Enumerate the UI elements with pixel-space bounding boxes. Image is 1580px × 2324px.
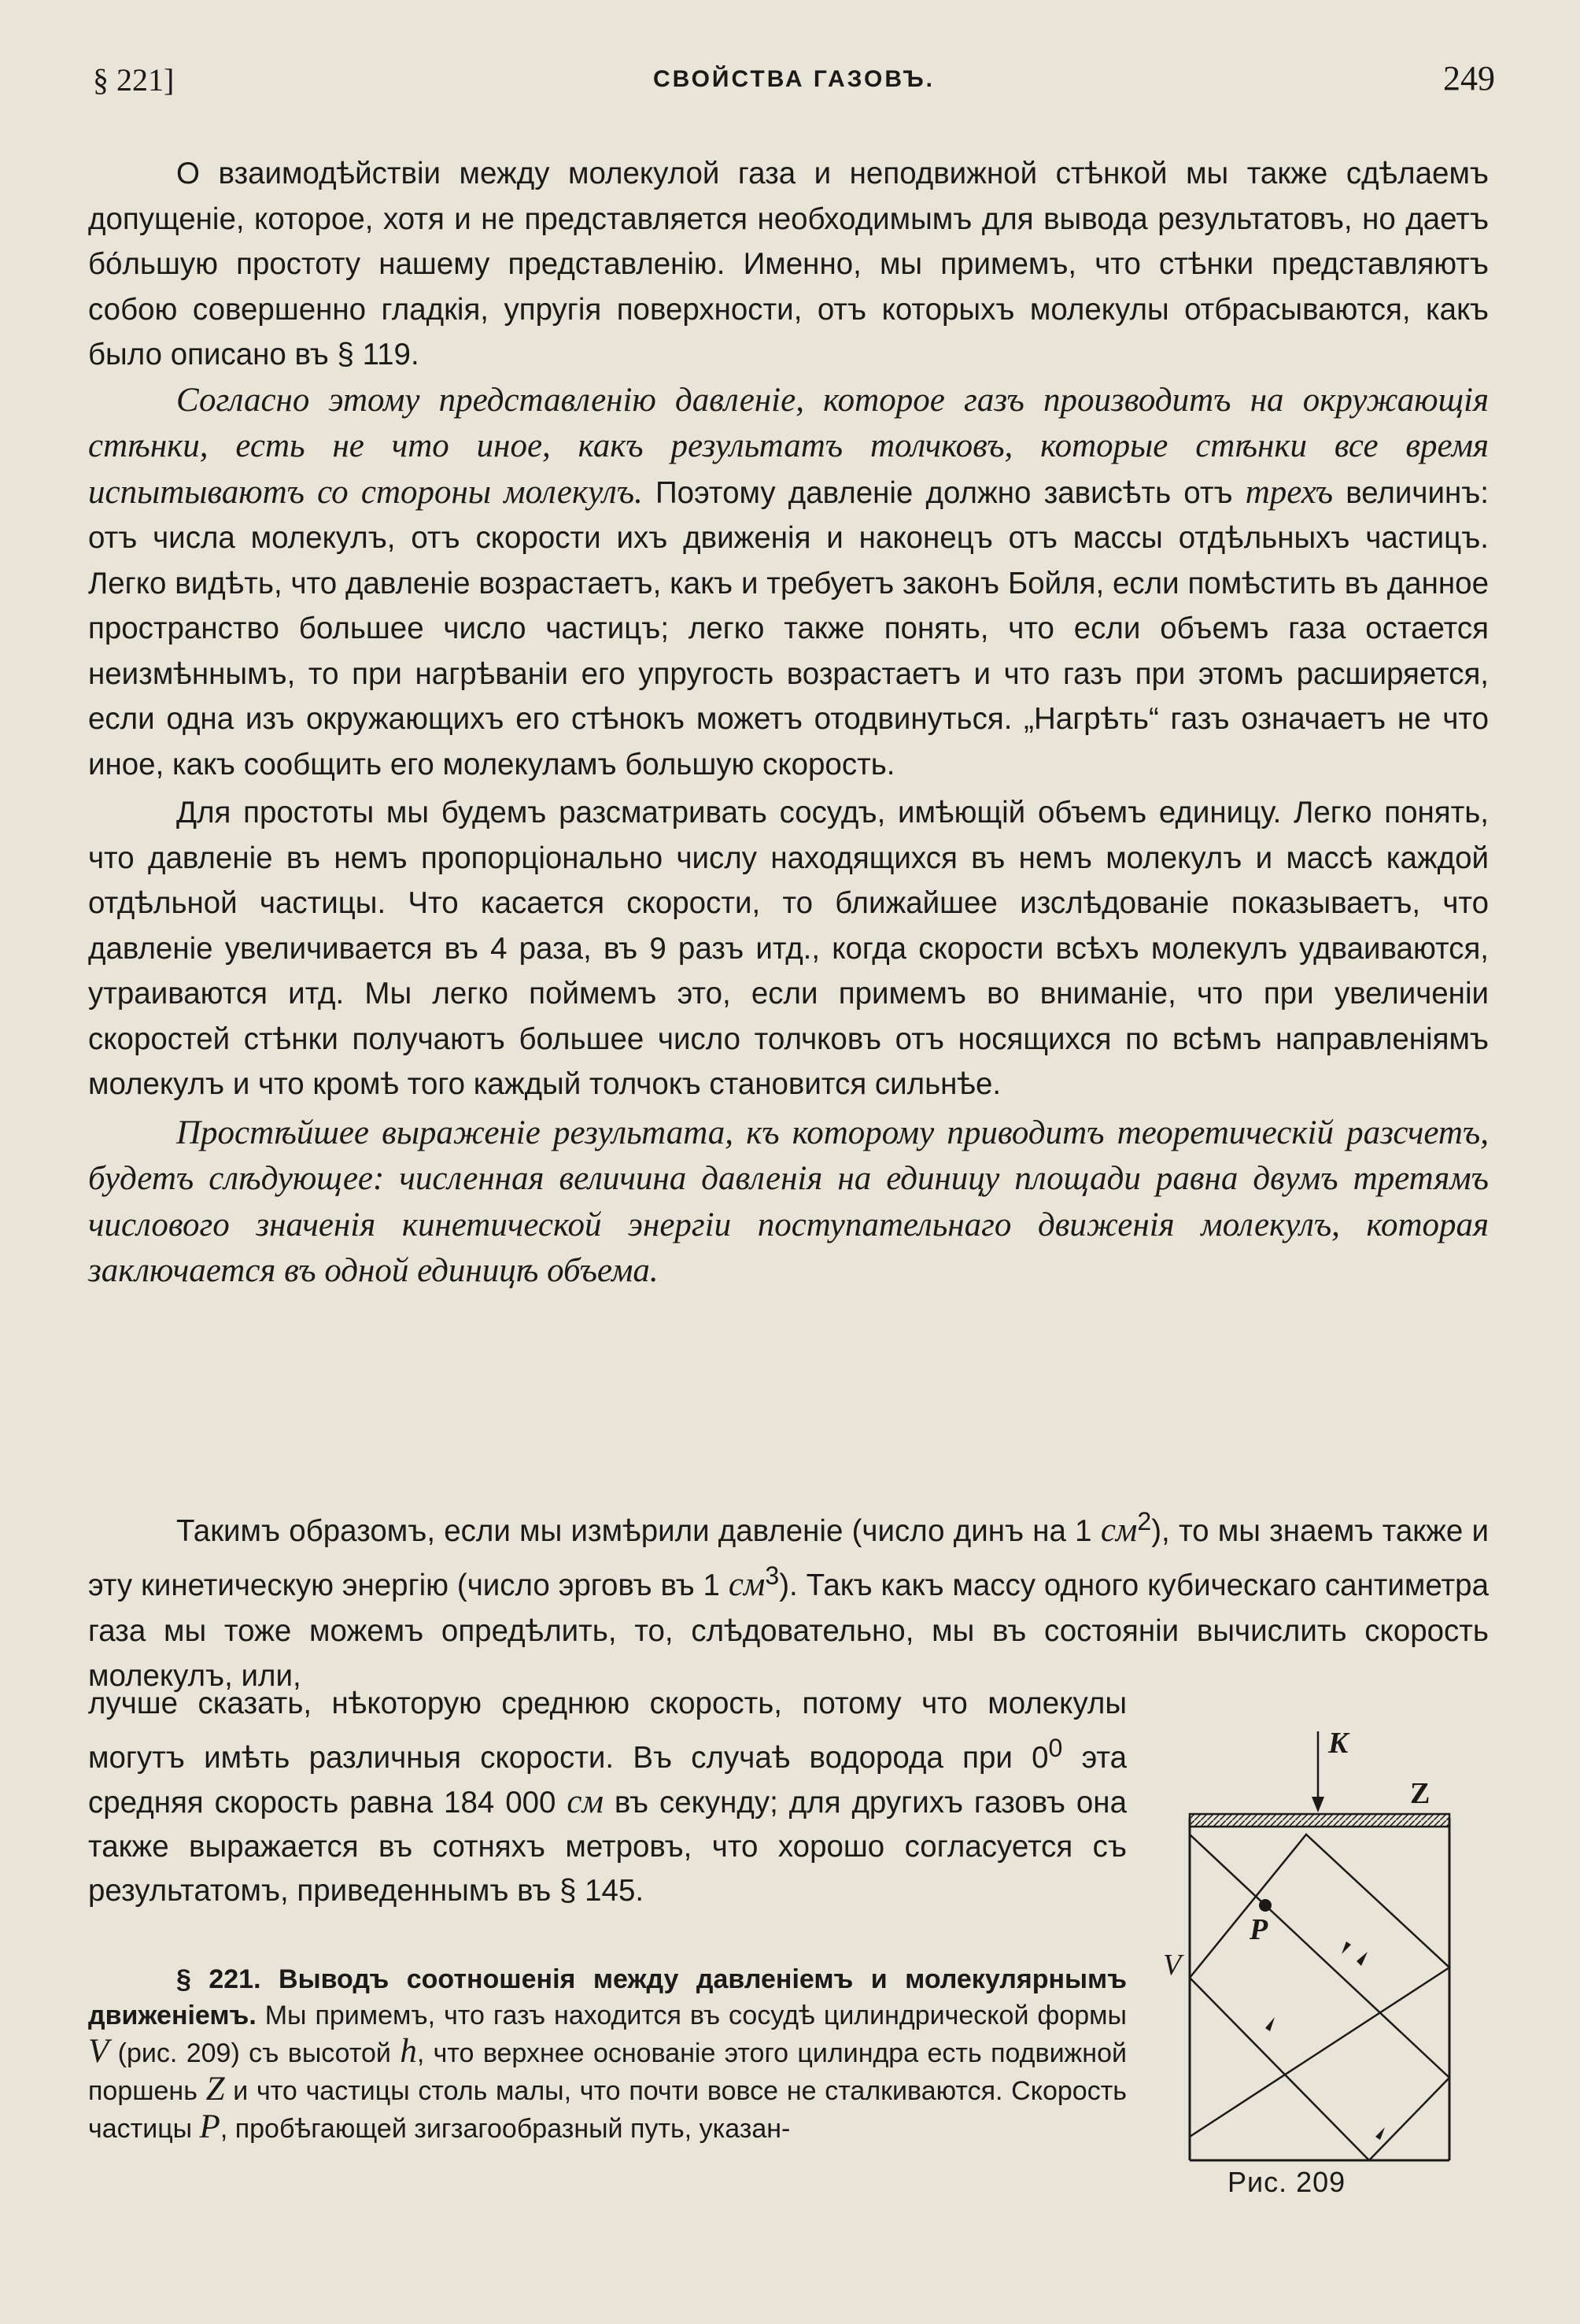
text-run: Такимъ образомъ, если мы измѣрили давленіе (число динъ на 1 xyxy=(176,1513,1101,1548)
path-arrow xyxy=(1342,1942,1351,1954)
symbol-P: P xyxy=(199,2108,220,2145)
superscript: 0 xyxy=(1048,1734,1063,1762)
label-Z: Z xyxy=(1410,1777,1430,1810)
text-run: въ секунду; для другихъ газовъ она также выражается въ сотняхъ метровъ, что хорошо согласуется съ результатомъ, приведеннымъ въ § 145. xyxy=(88,1785,1127,1908)
page-number: 249 xyxy=(1443,59,1495,98)
text-run: , что верхнее основаніе этого цилиндра есть подвижной поршень xyxy=(88,2038,1127,2106)
unit-cm: см xyxy=(1100,1511,1138,1549)
paragraph-unit-volume: Для простоты мы будемъ разсматривать сосудъ, имѣющій объемъ единицу. Легко понять, что давленіе въ немъ пропорціонально числу находящихся въ немъ молекулъ и массѣ каждой отдѣльной частицы. Что касается скорости, то ближайшее изслѣдованіе показываетъ, что давленіе увеличивается въ 4 раза, въ 9 разъ итд., когда скорости всѣхъ молекулъ удваиваются, утраиваются итд. Мы легко поймемъ это, если примемъ во вниманіе, что при увеличеніи скоростей стѣнки получаютъ большее число толчковъ отъ носящихся по всѣмъ направленіямъ молекулъ и что кромѣ того каждый толчокъ становится сильнѣе. xyxy=(88,796,1489,1101)
text-run: Поэтому давленіе должно зависѣть отъ xyxy=(642,475,1246,510)
text-run: величинъ: отъ числа молекулъ, отъ скорости ихъ движенія и наконецъ отъ массы отдѣльныхъ частицъ. Легко видѣть, что давленіе возрастаетъ, какъ и требуетъ законъ Бойля, если помѣстить въ данное пространство большее число частицъ; легко также понять, что если объемъ газа остается неизмѣннымъ, то при нагрѣваніи его упругость возрастаетъ и что газъ при этомъ расширяется, если одна изъ окружающихъ его стѣнокъ можетъ отодвинуться. „Нагрѣть“ газъ означаетъ не что иное, какъ сообщить его молекуламъ большую скорость. xyxy=(88,475,1489,781)
page-header xyxy=(93,61,1495,109)
running-title: СВОЙСТВА ГАЗОВЪ. xyxy=(652,66,935,92)
italic-statement: Простѣйшее выраженіе результата, къ которому приводитъ теоретическій разсчетъ, будетъ слѣдующее: численная величина давленія на единицу площади равна двумъ третямъ числового значенія кинетической энергіи поступательнаго движенія молекулъ, которая заключается въ одной единицѣ объема. xyxy=(88,1114,1489,1289)
superscript: 2 xyxy=(1137,1507,1152,1535)
paragraph-wall-assumption: О взаимодѣйствіи между молекулой газа и неподвижной стѣнкой мы также сдѣлаемъ допущеніе, которое, хотя и не представляется необходимымъ для вывода результатовъ, но даетъ бо́льшую простоту нашему представленію. Именно, мы примемъ, что стѣнки представляютъ собою совершенно гладкія, упругія поверхности, отъ которыхъ молекулы отбрасываются, какъ было описано въ § 119. xyxy=(88,157,1489,371)
main-text-block xyxy=(88,151,1489,1295)
figure-caption: Рис. 209 xyxy=(1227,2166,1346,2198)
symbol-V: V xyxy=(88,2033,109,2070)
unit-cm: см xyxy=(567,1783,604,1820)
section-number: § 221. xyxy=(176,1964,261,1994)
paragraph-pressure-origin xyxy=(88,378,1489,788)
text-run: и что частицы столь малы, что почти вовсе не сталкиваются. Скорость частицы xyxy=(88,2076,1127,2144)
particle-P xyxy=(1259,1899,1272,1912)
section-title: Выводъ соотношенія между давленіемъ и молекулярнымъ движеніемъ. xyxy=(88,1964,1127,2030)
symbol-Z: Z xyxy=(205,2071,225,2108)
paragraph-section-221 xyxy=(88,1961,1127,2147)
label-K: K xyxy=(1328,1727,1349,1760)
italic-statement: Согласно этому представленію давленіе, которое газъ производитъ на окружающія стѣнки, есть не что иное, какъ результатъ толчковъ, которые стѣнки все время испытываютъ со стороны молекулъ. xyxy=(88,381,1489,511)
label-P: P xyxy=(1250,1913,1268,1946)
text-run: ). Такъ какъ массу одного кубическаго сантиметра газа мы тоже можемъ опредѣлить, то, слѣдовательно, мы въ состояніи вычислить скорость молекулъ, или, xyxy=(88,1568,1489,1694)
cylinder-diagram xyxy=(1157,1720,1503,2192)
force-arrowhead xyxy=(1312,1797,1324,1812)
text-block-measurement xyxy=(88,1499,1489,1699)
unit-cm: см xyxy=(728,1566,766,1604)
path-arrow xyxy=(1357,1952,1368,1966)
figure-209 xyxy=(1157,1720,1503,2192)
text-run: Мы примемъ, что газъ находится въ сосудѣ цилиндрической формы xyxy=(256,2001,1127,2030)
path-arrow xyxy=(1265,2017,1275,2031)
piston xyxy=(1190,1814,1449,1827)
symbol-h: h xyxy=(400,2033,417,2070)
paragraph-theoretical-result xyxy=(88,1110,1489,1295)
text-run: (рис. 209) съ высотой xyxy=(109,2038,401,2068)
text-run: , пробѣгающей зигзагообразный путь, указан- xyxy=(220,2114,791,2144)
zigzag-path xyxy=(1190,1834,1449,2160)
section-221 xyxy=(88,1961,1127,2147)
superscript: 3 xyxy=(765,1561,780,1591)
text-block-beside-figure xyxy=(88,1682,1127,1913)
text-run: эта средняя скорость равна 184 000 xyxy=(88,1740,1128,1820)
label-V: V xyxy=(1163,1949,1182,1982)
italic-word: трехъ xyxy=(1245,473,1334,511)
paragraph-measurement xyxy=(88,1499,1489,1699)
section-reference: § 221] xyxy=(93,62,175,98)
path-arrow xyxy=(1375,2127,1385,2140)
text-run: лучше сказать, нѣкоторую среднюю скорость, потому что молекулы могутъ имѣть различныя скорости. Въ случаѣ водорода при 0 xyxy=(88,1687,1127,1775)
text-run: ), то мы знаемъ также и эту кинетическую энергію (число эрговъ въ 1 xyxy=(88,1513,1490,1603)
paragraph-hydrogen-speed xyxy=(88,1682,1127,1913)
